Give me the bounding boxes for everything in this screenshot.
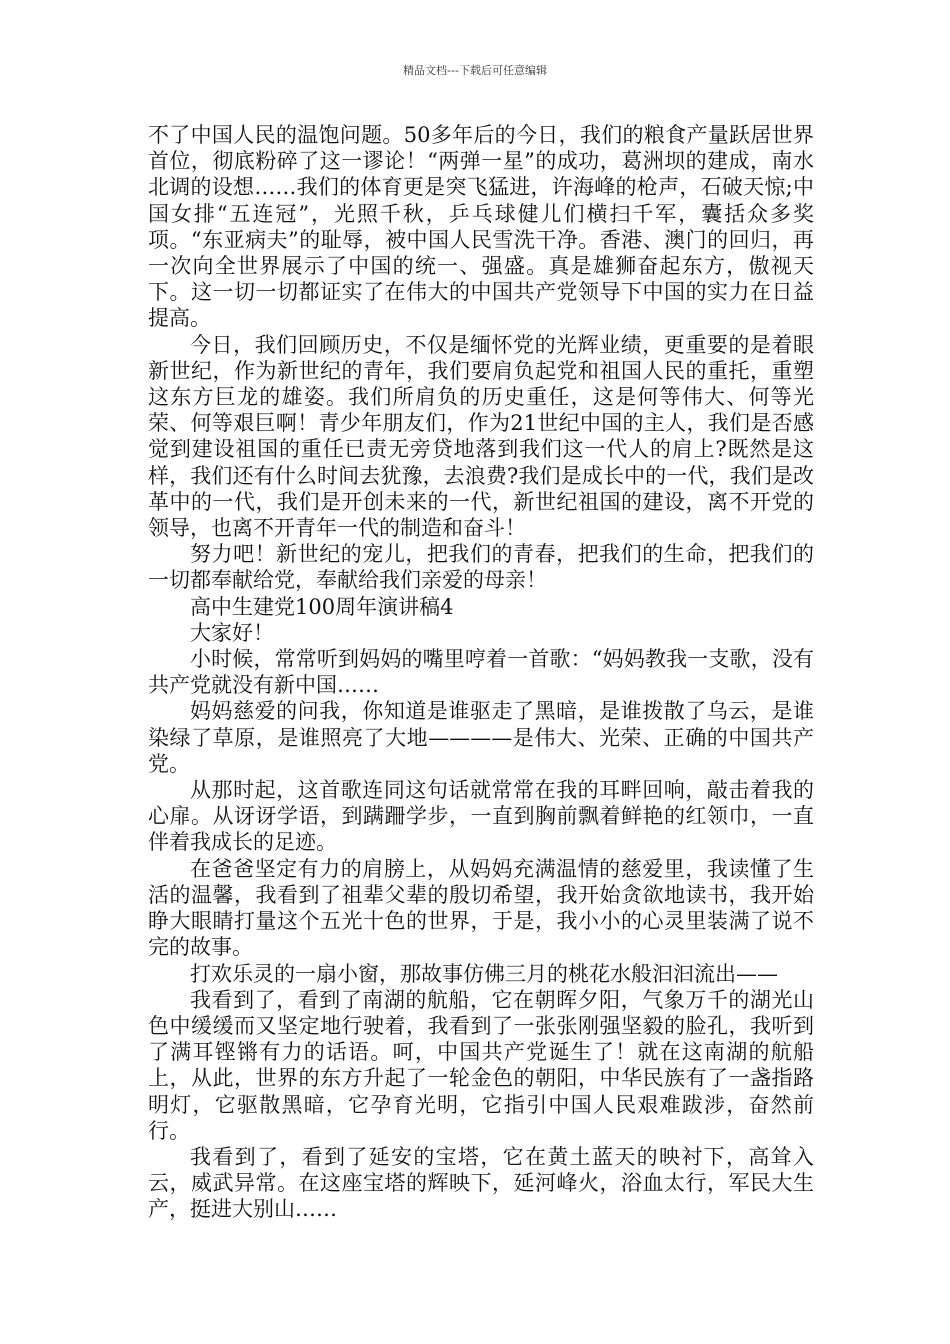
greeting: 大家好！	[190, 620, 274, 645]
paragraph: 我看到了，看到了南湖的航船，它在朝晖夕阳，气象万千的湖光山色中缓缓而又坚定地行驶着，我看到了一张张刚强坚毅的脸孔，我听到了满耳铿锵有力的话语。呵，中国共产党诞生了！就在这南湖的航船上，从此，世界的东方升起了一轮金色的朝阳，中华民族有了一盏指路明灯，它驱散黑暗，它孕育光明，它指引中国人民艰难跋涉，奋然前行。	[148, 987, 814, 1143]
paragraph: 打欢乐灵的一扇小窗，那故事仿佛三月的桃花水般汩汩流出——	[190, 961, 778, 986]
section-title: 高中生建党100周年演讲稿4	[190, 594, 454, 619]
paragraph: 从那时起，这首歌连同这句话就常常在我的耳畔回响，敲击着我的心扉。从讶讶学语，到蹒跚学步，一直到胸前飘着鲜艳的红领巾，一直伴着我成长的足迹。	[148, 778, 814, 855]
paragraph: 在爸爸坚定有力的肩膀上，从妈妈充满温情的慈爱里，我读懂了生活的温馨，我看到了祖辈父辈的殷切希望，我开始贪欲地读书，我开始睁大眼睛打量这个五光十色的世界，于是，我小小的心灵里装满了说不完的故事。	[148, 856, 814, 960]
page-header: 精品文档---下载后可任意编辑	[403, 64, 547, 77]
paragraph: 不了中国人民的温饱问题。50多年后的今日，我们的粮食产量跃居世界首位，彻底粉碎了这一谬论！“两弹一星”的成功，葛洲坝的建成，南水北调的设想……我们的体育更是突飞猛进，许海峰的枪声，石破天惊;中国女排“五连冠”，光照千秋，乒乓球健儿们横扫千军，囊括众多奖项。“东亚病夫”的耻辱，被中国人民雪洗干净。香港、澳门的回归，再一次向全世界展示了中国的统一、强盛。真是雄狮奋起东方，傲视天下。这一切一切都证实了在伟大的中国共产党领导下中国的实力在日益提高。	[148, 123, 814, 331]
paragraph: 我看到了，看到了延安的宝塔，它在黄土蓝天的映衬下，高耸入云，威武异常。在这座宝塔的辉映下，延河峰火，浴血太行，军民大生产，挺进大别山……	[148, 1144, 814, 1222]
paragraph: 小时候，常常听到妈妈的嘴里哼着一首歌：“妈妈教我一支歌，没有共产党就没有新中国……	[148, 647, 814, 698]
paragraph: 努力吧！新世纪的宠儿，把我们的青春，把我们的生命，把我们的一切都奉献给党，奉献给我们亲爱的母亲！	[148, 542, 814, 593]
document-body	[148, 122, 814, 1223]
paragraph: 妈妈慈爱的问我，你知道是谁驱走了黑暗，是谁拨散了乌云，是谁染绿了草原，是谁照亮了大地————是伟大、光荣、正确的中国共产党。	[148, 699, 814, 776]
paragraph: 今日，我们回顾历史，不仅是缅怀党的光辉业绩，更重要的是着眼新世纪，作为新世纪的青年，我们要肩负起党和祖国人民的重托，重塑这东方巨龙的雄姿。我们所肩负的历史重任，这是何等伟大、何等光荣、何等艰巨啊！青少年朋友们，作为21世纪中国的主人，我们是否感觉到建设祖国的重任已责无旁贷地落到我们这一代人的肩上?既然是这样，我们还有什么时间去犹豫，去浪费?我们是成长中的一代，我们是改革中的一代，我们是开创未来的一代，新世纪祖国的建设，离不开党的领导，也离不开青年一代的制造和奋斗！	[148, 332, 814, 541]
